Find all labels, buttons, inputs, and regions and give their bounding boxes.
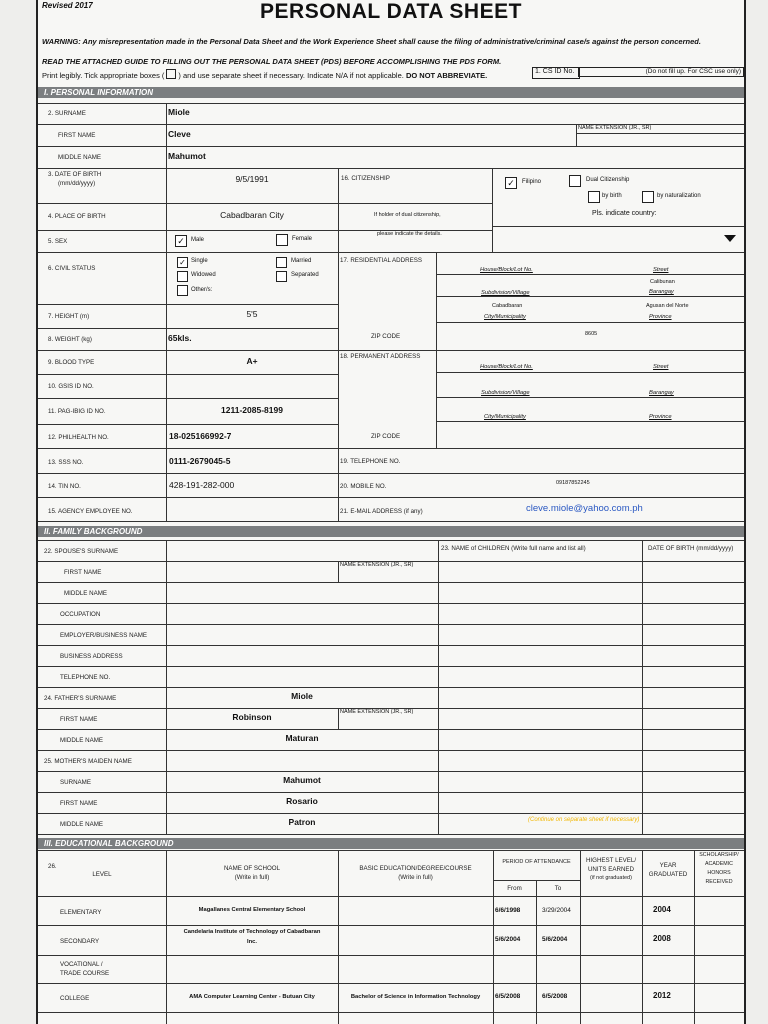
perm-street-caption: Street xyxy=(653,364,669,370)
country-dropdown-icon[interactable] xyxy=(724,235,736,242)
edu-level-secondary: SECONDARY xyxy=(60,938,100,945)
height-label: 7. HEIGHT (m) xyxy=(48,313,90,320)
surname-value: Miole xyxy=(168,107,190,117)
children-label: 23. NAME of CHILDREN (Write full name and list all) xyxy=(441,545,586,552)
middle-name-value: Mahumot xyxy=(168,151,206,161)
by-birth-checkbox[interactable] xyxy=(588,191,600,203)
mobile-value: 09187852245 xyxy=(556,480,590,486)
widowed-checkbox[interactable] xyxy=(177,271,188,282)
edu-year-elementary: 2004 xyxy=(653,905,671,914)
first-name-value: Cleve xyxy=(168,129,191,139)
revised-label: Revised 2017 xyxy=(42,1,93,10)
school-header-note: (Write in full) xyxy=(234,874,270,881)
email-label: 21. E-MAIL ADDRESS (if any) xyxy=(340,508,423,515)
separated-checkbox[interactable] xyxy=(276,271,287,282)
others-label: Other/s: xyxy=(191,287,213,293)
dual-label: Dual Citizenship xyxy=(586,177,630,183)
year-header-1: YEAR xyxy=(659,862,677,869)
perm-barangay-caption: Barangay xyxy=(649,390,674,396)
res-zip-value: 8605 xyxy=(585,331,598,337)
father-surname-label: 24. FATHER'S SURNAME xyxy=(44,695,117,702)
course-header-note: (Write in full) xyxy=(398,874,433,881)
mother-surname-value: Mahumot xyxy=(283,775,321,785)
edu-from-secondary: 5/6/2004 xyxy=(495,936,521,943)
perm-subdivision-caption: Subdivision/Village xyxy=(481,390,530,396)
father-name-ext-label: NAME EXTENSION (JR., SR) xyxy=(340,709,414,715)
edu-to-college: 6/5/2008 xyxy=(542,993,568,1000)
perm-house-caption: House/Block/Lot No. xyxy=(480,364,533,370)
edu-level-vocational: VOCATIONAL / xyxy=(60,961,103,968)
res-city-value: Cabadbaran xyxy=(492,303,523,309)
dob-value: 9/5/1991 xyxy=(235,174,269,184)
dual-checkbox[interactable] xyxy=(569,175,581,187)
pagibig-label: 11. PAG-IBIG ID NO. xyxy=(48,408,106,415)
school-header: NAME OF SCHOOL xyxy=(223,865,281,872)
citizenship-label: 16. CITIZENSHIP xyxy=(341,175,390,182)
res-zip-label: ZIP CODE xyxy=(371,333,401,340)
spouse-name-ext-label: NAME EXTENSION (JR., SR) xyxy=(340,562,414,568)
female-checkbox[interactable] xyxy=(276,234,288,246)
blood-type-value: A+ xyxy=(246,356,258,366)
mobile-label: 20. MOBILE NO. xyxy=(340,483,387,490)
res-street-value: Calibunan xyxy=(650,279,675,285)
height-value: 5'5 xyxy=(246,309,258,319)
to-header: To xyxy=(554,885,562,892)
pob-value: Cabadbaran City xyxy=(220,210,284,220)
mother-first-name-value: Rosario xyxy=(286,796,318,806)
single-checkbox[interactable]: ✓ xyxy=(177,257,188,268)
scholarship-header-3: HONORS xyxy=(707,870,731,876)
female-label: Female xyxy=(292,236,313,242)
single-label: Single xyxy=(191,258,208,264)
blood-type-label: 9. BLOOD TYPE xyxy=(48,359,95,366)
level-header: LEVEL xyxy=(92,871,112,878)
edu-year-secondary: 2008 xyxy=(653,934,671,943)
res-province-caption: Province xyxy=(649,314,672,320)
father-first-name-value: Robinson xyxy=(232,712,272,722)
married-checkbox[interactable] xyxy=(276,257,287,268)
male-label: Male xyxy=(191,237,205,243)
course-header: BASIC EDUCATION/DEGREE/COURSE xyxy=(359,865,472,872)
edu-school-secondary-2: Inc. xyxy=(247,939,257,945)
philhealth-label: 12. PHILHEALTH NO. xyxy=(48,434,109,441)
from-header: From xyxy=(507,885,522,892)
cs-id-field: (Do not fill up. For CSC use only) xyxy=(578,67,744,77)
mother-surname-label: SURNAME xyxy=(60,779,91,786)
father-surname-value: Miole xyxy=(291,691,313,701)
business-address-label: BUSINESS ADDRESS xyxy=(60,653,123,660)
tin-value: 428-191-282-000 xyxy=(169,480,235,490)
edu-from-elementary: 6/6/1998 xyxy=(495,907,521,914)
print-post: ) and use separate sheet if necessary. Indicate N/A if not applicable. xyxy=(178,71,404,80)
spouse-first-name-label: FIRST NAME xyxy=(64,569,102,576)
philhealth-value: 18-025166992-7 xyxy=(169,431,232,441)
perm-zip-label: ZIP CODE xyxy=(371,433,401,440)
gsis-label: 10. GSIS ID NO. xyxy=(48,383,94,390)
name-ext-label: NAME EXTENSION (JR., SR) xyxy=(578,125,652,131)
section-education-header: III. EDUCATIONAL BACKGROUND xyxy=(38,838,744,849)
father-middle-name-value: Maturan xyxy=(285,733,319,743)
perm-city-caption: City/Municipality xyxy=(484,414,526,420)
middle-name-label: MIDDLE NAME xyxy=(58,154,101,161)
father-first-name-label: FIRST NAME xyxy=(60,716,98,723)
edu-year-college: 2012 xyxy=(653,991,671,1000)
weight-label: 8. WEIGHT (kg) xyxy=(48,336,92,343)
employer-label: EMPLOYER/BUSINESS NAME xyxy=(60,632,147,639)
by-naturalization-label: by naturalization xyxy=(657,193,701,199)
married-label: Married xyxy=(291,258,312,264)
separated-label: Separated xyxy=(291,272,319,278)
father-middle-name-label: MIDDLE NAME xyxy=(60,737,103,744)
guide-text: READ THE ATTACHED GUIDE TO FILLING OUT THE PERSONAL DATA SHEET (PDS) BEFORE ACCOMPLISHING THE PDS FORM. xyxy=(42,57,502,66)
dual-note-1: If holder of dual citizenship, xyxy=(374,212,441,218)
tin-label: 14. TIN NO. xyxy=(48,483,81,490)
spouse-middle-name-label: MIDDLE NAME xyxy=(64,590,107,597)
surname-label: 2. SURNAME xyxy=(48,110,86,117)
spouse-telephone-label: TELEPHONE NO. xyxy=(60,674,111,681)
dual-note-2: please indicate the details. xyxy=(377,231,442,237)
agency-label: 15. AGENCY EMPLOYEE NO. xyxy=(48,508,133,515)
permanent-address-label: 18. PERMANENT ADDRESS xyxy=(340,353,421,360)
pagibig-value: 1211-2085-8199 xyxy=(221,405,283,415)
edu-level-vocational-2: TRADE COURSE xyxy=(60,970,110,977)
edu-school-secondary: Candelaria Institute of Technology of Cabadbaran xyxy=(183,929,321,935)
warning-text: WARNING: Any misrepresentation made in the Personal Data Sheet and the Work Experience Sheet shall cause the filing of administrative/criminal case/s against the person concerned. xyxy=(42,37,701,46)
res-city-caption: City/Municipality xyxy=(484,314,526,320)
personal-data-sheet xyxy=(36,0,746,1024)
civil-status-label: 6. CIVIL STATUS xyxy=(48,265,96,272)
email-value: cleve.miole@yahoo.com.ph xyxy=(526,503,643,514)
pob-label: 4. PLACE OF BIRTH xyxy=(48,213,106,220)
res-subdivision-caption: Subdivision/Village xyxy=(481,290,530,296)
print-bold: DO NOT ABBREVIATE. xyxy=(405,71,488,80)
scholarship-header-4: RECEIVED xyxy=(705,879,733,885)
continue-note: (Continue on separate sheet if necessary) xyxy=(528,817,640,823)
weight-value: 65kls. xyxy=(168,333,192,343)
others-checkbox[interactable] xyxy=(177,285,188,296)
section-personal-header: I. PERSONAL INFORMATION xyxy=(38,87,744,98)
by-birth-label: by birth xyxy=(602,193,622,199)
res-street-caption: Street xyxy=(653,267,669,273)
widowed-label: Widowed xyxy=(191,272,216,278)
sample-checkbox-icon xyxy=(166,69,176,79)
highest-header-3: (if not graduated) xyxy=(590,875,632,881)
cs-id-label: 1. CS ID No. xyxy=(532,67,580,79)
res-barangay-caption: Barangay xyxy=(649,289,674,295)
filipino-checkbox[interactable]: ✓ xyxy=(505,177,517,189)
print-pre: Print legibly. Tick appropriate boxes ( xyxy=(42,71,165,80)
sss-label: 13. SSS NO. xyxy=(48,459,84,466)
mother-middle-name-value: Patron xyxy=(288,817,316,827)
scholarship-header-1: SCHOLARSHIP/ xyxy=(699,852,739,858)
highest-header-1: HIGHEST LEVEL/ xyxy=(585,857,637,864)
indicate-country: Pls. indicate country: xyxy=(592,210,657,217)
occupation-label: OCCUPATION xyxy=(60,611,101,618)
by-naturalization-checkbox[interactable] xyxy=(642,191,654,203)
edu-from-college: 6/5/2008 xyxy=(495,993,521,1000)
dob-label: 3. DATE OF BIRTH xyxy=(48,171,102,178)
edu-to-elementary: 3/29/2004 xyxy=(542,907,571,914)
page-title: PERSONAL DATA SHEET xyxy=(260,0,522,23)
dob-format: (mm/dd/yyyy) xyxy=(58,180,96,187)
edu-school-college: AMA Computer Learning Center - Butuan City xyxy=(189,994,315,1000)
education-number: 26. xyxy=(48,863,57,870)
section-family-header: II. FAMILY BACKGROUND xyxy=(38,526,744,537)
edu-school-elementary: Magallanes Central Elementary School xyxy=(198,907,306,913)
print-instructions xyxy=(42,69,487,80)
period-header: PERIOD OF ATTENDANCE xyxy=(502,859,571,865)
spouse-surname-label: 22. SPOUSE'S SURNAME xyxy=(44,548,119,555)
first-name-label: FIRST NAME xyxy=(58,132,96,139)
mother-first-name-label: FIRST NAME xyxy=(60,800,98,807)
sss-value: 0111-2679045-5 xyxy=(169,456,231,466)
perm-province-caption: Province xyxy=(649,414,672,420)
year-header-2: GRADUATED xyxy=(648,871,688,878)
highest-header-2: UNITS EARNED xyxy=(587,866,635,873)
edu-course-college: Bachelor of Science in Information Technology xyxy=(350,994,481,1000)
male-checkbox[interactable]: ✓ xyxy=(175,235,187,247)
filipino-label: Filipino xyxy=(522,179,542,185)
residential-address-label: 17. RESIDENTIAL ADDRESS xyxy=(340,257,422,264)
scholarship-header-2: ACADEMIC xyxy=(705,861,733,867)
children-dob-label: DATE OF BIRTH (mm/dd/yyyy) xyxy=(648,545,734,552)
edu-level-elementary: ELEMENTARY xyxy=(60,909,102,916)
edu-level-college: COLLEGE xyxy=(60,995,90,1002)
edu-to-secondary: 5/6/2004 xyxy=(542,936,568,943)
telephone-label: 19. TELEPHONE NO. xyxy=(340,458,401,465)
sex-label: 5. SEX xyxy=(48,238,68,245)
res-province-value: Agusan del Norte xyxy=(646,303,689,309)
mother-middle-name-label: MIDDLE NAME xyxy=(60,821,103,828)
res-house-caption: House/Block/Lot No. xyxy=(480,267,533,273)
mother-maiden-label: 25. MOTHER'S MAIDEN NAME xyxy=(44,758,132,765)
